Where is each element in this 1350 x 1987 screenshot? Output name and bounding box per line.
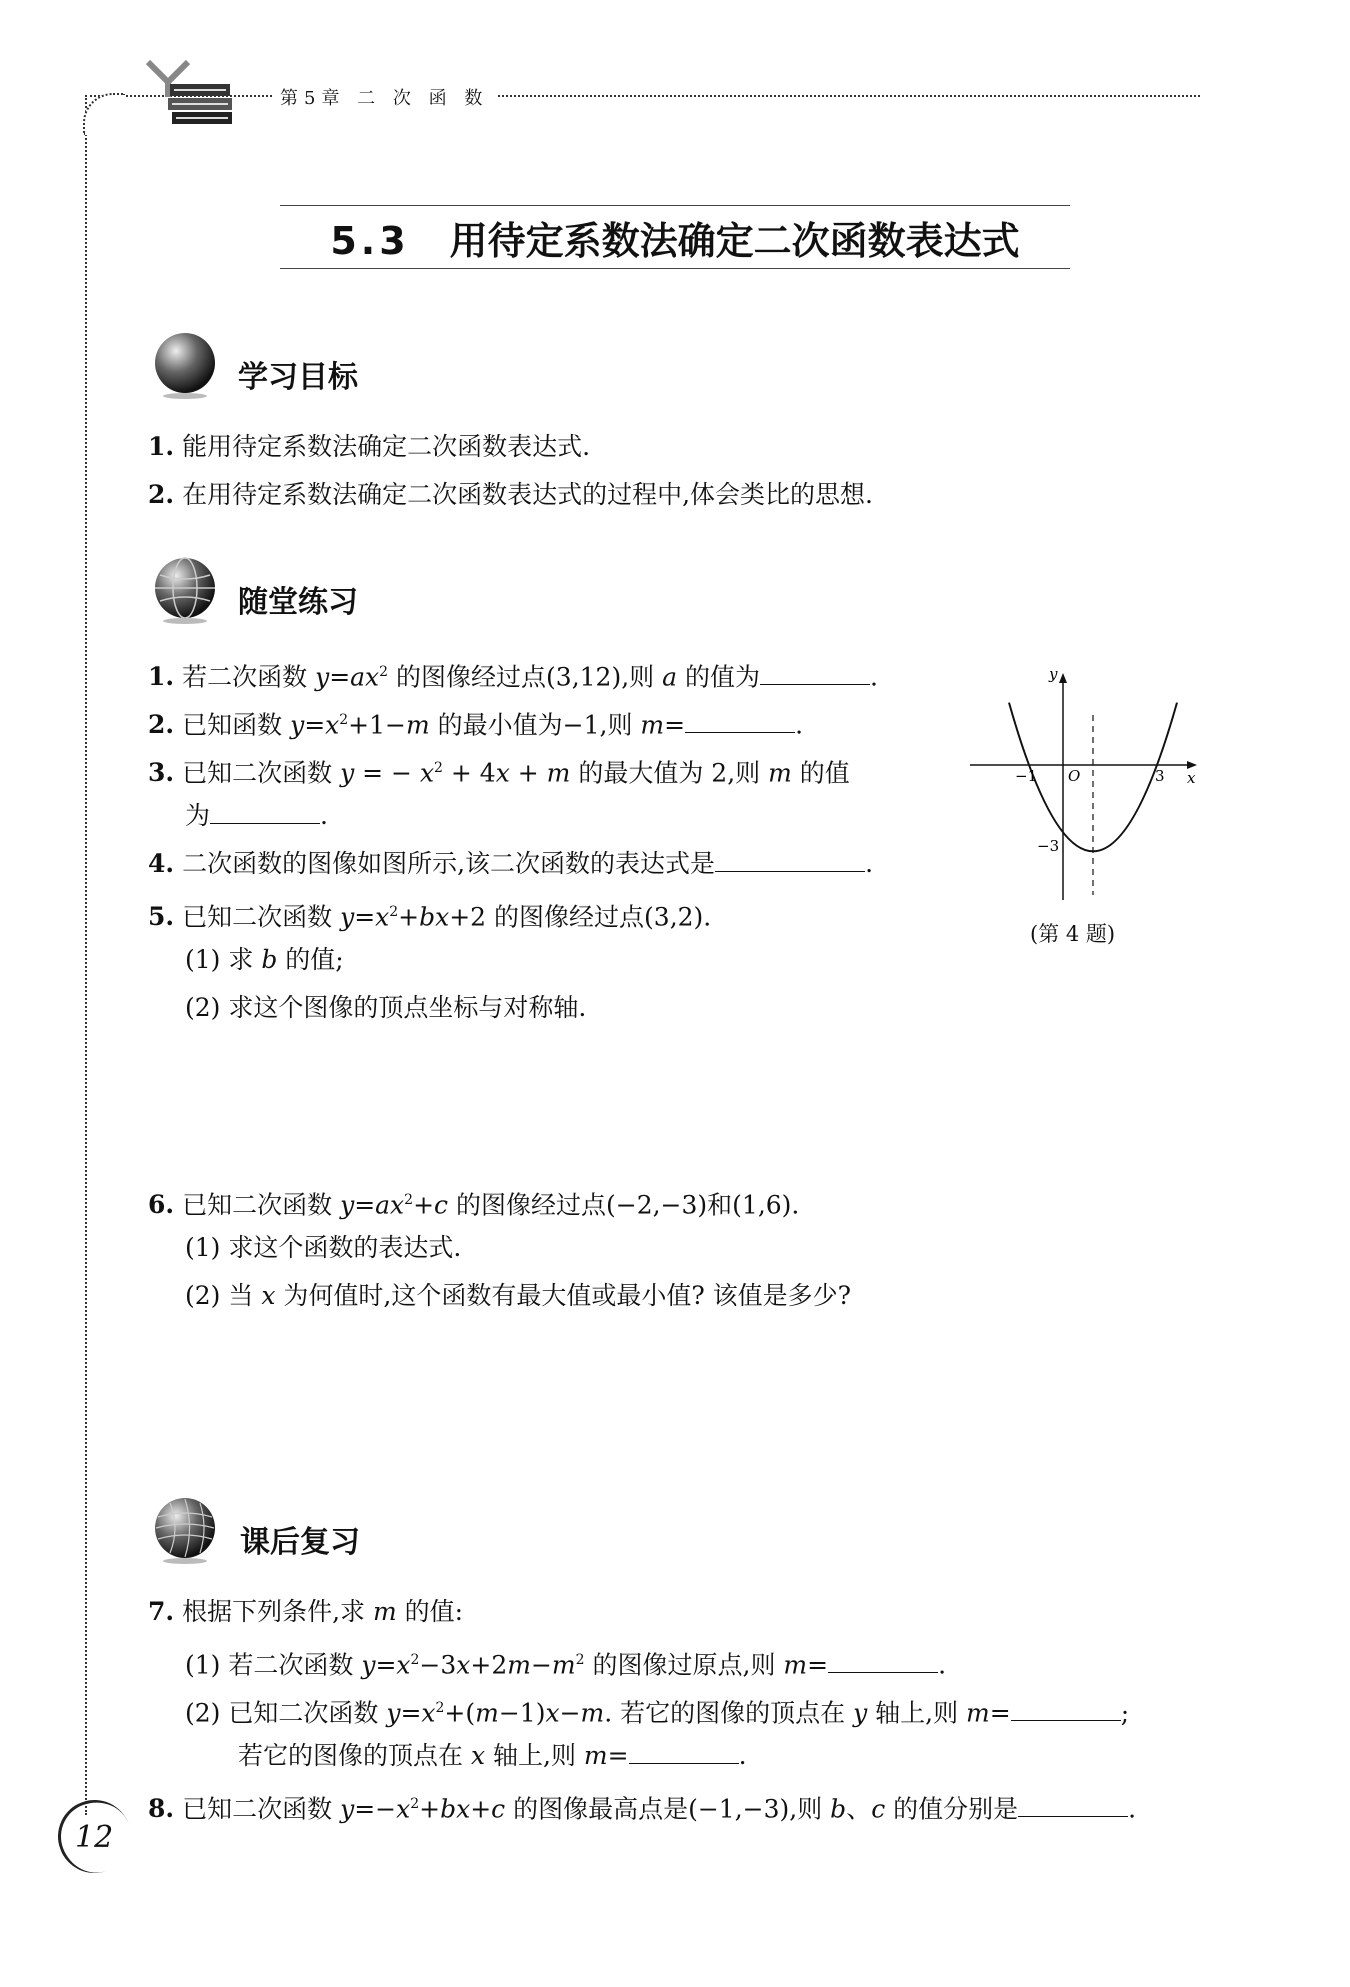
question-7: 7. 根据下列条件,求 m 的值:: [148, 1597, 464, 1626]
question-7-part-2-cont: 若它的图像的顶点在 x 轴上,则 m= .: [238, 1741, 747, 1770]
frame-corner: [83, 93, 125, 135]
question-5: 5. 已知二次函数 $y=x^2+bx+2$ 的图像经过点(3,2).: [148, 902, 712, 932]
question-5-part-2: (2) 求这个图像的顶点坐标与对称轴.: [185, 993, 587, 1022]
tick-label-neg3: −3: [1037, 837, 1060, 855]
question-5-part-1: (1) 求 b 的值;: [185, 945, 344, 974]
origin-label: O: [1068, 767, 1081, 785]
section-heading-review: 课后复习: [240, 1525, 360, 1560]
answer-blank[interactable]: [760, 662, 870, 685]
answer-blank[interactable]: [715, 849, 865, 872]
margin-dotted-rule: [85, 95, 87, 1815]
section-number: 5.3: [330, 219, 410, 263]
answer-blank[interactable]: [1011, 1698, 1121, 1721]
answer-blank[interactable]: [210, 801, 320, 824]
question-7-part-2: (2) 已知二次函数 $y=x^2+(m-1)x-m$. 若它的图像的顶点在 y 轴上,则 m= ;: [185, 1698, 1130, 1728]
title-rule-bottom: [280, 268, 1070, 269]
mesh-sphere-icon: [150, 1495, 220, 1565]
title-rule-top: [280, 205, 1070, 206]
section-title: 用待定系数法确定二次函数表达式: [449, 219, 1020, 263]
sphere-icon: [150, 330, 220, 400]
x-axis-label: x: [1187, 769, 1196, 787]
figure-caption: (第 4 题): [1030, 922, 1116, 946]
books-icon: [138, 52, 238, 127]
question-6-part-1: (1) 求这个函数的表达式.: [185, 1233, 462, 1262]
page-number: 12: [75, 1820, 114, 1855]
globe-icon: [150, 555, 220, 625]
answer-blank[interactable]: [685, 710, 795, 733]
question-2: 2. 已知函数 $y=x^2+1-m$ 的最小值为−1,则 m= .: [148, 710, 804, 740]
goal-item: 1. 能用待定系数法确定二次函数表达式.: [148, 432, 591, 461]
answer-blank[interactable]: [828, 1650, 938, 1673]
question-3: 3. 已知二次函数 y = − $x^2 + 4x + m$ 的最大值为 2,则 m 的值: [148, 758, 850, 788]
question-1: 1. 若二次函数 $y=ax^2$ 的图像经过点(3,12),则 a 的值为 .: [148, 662, 878, 692]
answer-blank[interactable]: [629, 1741, 739, 1764]
question-8: 8. 已知二次函数 $y=-x^2+bx+c$ 的图像最高点是(−1,−3),则 b、c 的值分别是 .: [148, 1794, 1137, 1824]
running-head: 第5章 二 次 函 数: [272, 84, 496, 110]
question-7-part-1: (1) 若二次函数 $y=x^2-3x+2m-m^2$ 的图像过原点,则 m= .: [185, 1650, 947, 1680]
question-6-part-2: (2) 当 x 为何值时,这个函数有最大值或最小值? 该值是多少?: [185, 1281, 852, 1310]
tick-label-neg1: −1: [1015, 767, 1038, 785]
answer-blank[interactable]: [1018, 1794, 1128, 1817]
y-axis-label: y: [1049, 665, 1058, 683]
tick-label-3: 3: [1155, 767, 1165, 785]
section-heading-goals: 学习目标: [238, 360, 358, 395]
section-heading-practice: 随堂练习: [238, 585, 358, 620]
question-4: 4. 二次函数的图像如图所示,该二次函数的表达式是 .: [148, 849, 874, 878]
question-3-cont: 为 .: [185, 801, 328, 830]
goal-item: 2. 在用待定系数法确定二次函数表达式的过程中,体会类比的思想.: [148, 480, 874, 509]
header-dotted-rule: [85, 95, 1200, 97]
page-title: [280, 210, 1070, 265]
parabola-figure: [965, 665, 1205, 905]
question-6: 6. 已知二次函数 $y=ax^2+c$ 的图像经过点(−2,−3)和(1,6).: [148, 1190, 800, 1220]
